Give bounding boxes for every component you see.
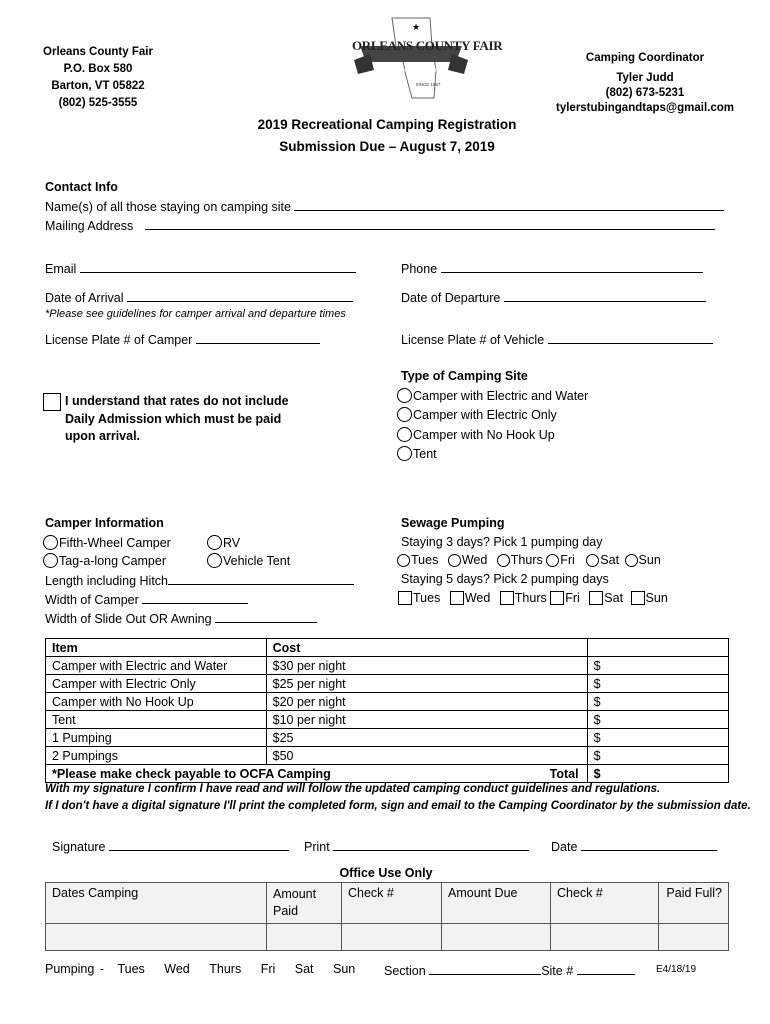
page-title: 2019 Recreational Camping Registration (257, 117, 517, 132)
check-payable-note: *Please make check payable to OCFA Camping (52, 766, 331, 781)
names-label: Name(s) of all those staying on camping site (45, 200, 291, 214)
date-row (551, 838, 717, 854)
date-label: Date (551, 840, 578, 854)
contact-heading: Contact Info (45, 180, 118, 194)
fair-logo (352, 16, 503, 100)
three-day-options (397, 553, 661, 567)
section-field[interactable] (429, 962, 541, 975)
office-check-2: Check # (551, 883, 659, 924)
length-label: Length including Hitch (45, 574, 168, 588)
site-field[interactable] (577, 962, 635, 975)
five-day-options (398, 591, 668, 605)
office-amount-due: Amount Due (442, 883, 551, 924)
page-subtitle: Submission Due – August 7, 2019 (279, 139, 495, 154)
radio-icon (625, 554, 638, 567)
checkbox-icon (500, 591, 514, 605)
header-cost: Cost (266, 639, 587, 657)
day-check-fri[interactable]: Fri (550, 591, 580, 605)
site-option-no-hookup[interactable]: Camper with No Hook Up (397, 427, 555, 442)
svg-text:SINCE 1867: SINCE 1867 (415, 82, 441, 87)
amount-cell[interactable]: $ (587, 675, 728, 693)
coordinator-block (555, 51, 735, 116)
day-option-sun[interactable]: Sun (625, 553, 661, 567)
amount-cell[interactable]: $ (587, 693, 728, 711)
svg-text:★: ★ (411, 23, 421, 33)
table-row: 2 Pumpings $50 $ (46, 747, 729, 765)
mailing-field[interactable] (145, 217, 715, 230)
plate-camper-label: License Plate # of Camper (45, 333, 193, 347)
radio-icon (397, 554, 410, 567)
names-field[interactable] (294, 198, 724, 211)
phone-field[interactable] (441, 260, 703, 273)
office-entry-cell[interactable] (46, 924, 267, 951)
length-field[interactable] (168, 572, 354, 585)
camper-option-tag-a-long[interactable]: Tag-a-long Camper (43, 553, 166, 568)
plate-vehicle-row (401, 331, 713, 347)
arrival-label: Date of Arrival (45, 291, 124, 305)
day-check-wed[interactable]: Wed (450, 591, 490, 605)
org-box: P.O. Box 580 (63, 63, 133, 75)
three-day-label: Staying 3 days? Pick 1 pumping day (401, 535, 603, 549)
checkbox-icon (589, 591, 603, 605)
checkbox-icon (398, 591, 412, 605)
plate-vehicle-field[interactable] (548, 331, 713, 344)
office-heading: Office Use Only (339, 866, 433, 880)
date-field[interactable] (581, 838, 717, 851)
signature-field[interactable] (109, 838, 289, 851)
email-label: Email (45, 262, 77, 276)
radio-icon (397, 407, 412, 422)
length-row (45, 572, 354, 588)
org-city: Barton, VT 05822 (51, 80, 145, 92)
rates-line-2: Daily Admission which must be paid (65, 411, 282, 426)
form-version: E4/18/19 (656, 964, 697, 975)
office-entry-cell[interactable] (442, 924, 551, 951)
office-entry-cell[interactable] (267, 924, 342, 951)
slide-label: Width of Slide Out OR Awning (45, 612, 212, 626)
footer-day: Sun (333, 962, 356, 976)
arrival-field[interactable] (127, 289, 353, 302)
rates-checkbox[interactable] (43, 393, 61, 411)
five-day-label: Staying 5 days? Pick 2 pumping days (401, 572, 609, 586)
logo-title: ORLEANS COUNTY FAIR (352, 38, 503, 53)
office-check-1: Check # (342, 883, 442, 924)
office-entry-row (46, 924, 729, 951)
radio-icon (546, 554, 559, 567)
checkbox-icon (450, 591, 464, 605)
day-option-sat[interactable]: Sat (586, 553, 619, 567)
org-phone: (802) 525-3555 (58, 97, 138, 109)
org-address (42, 44, 154, 112)
day-check-tues[interactable]: Tues (398, 591, 440, 605)
radio-icon (397, 388, 412, 403)
amount-cell[interactable]: $ (587, 747, 728, 765)
mailing-label: Mailing Address (45, 219, 134, 233)
site-type-heading: Type of Camping Site (401, 369, 528, 383)
amount-cell[interactable]: $ (587, 711, 728, 729)
footer-pumping (45, 962, 355, 976)
print-label: Print (304, 840, 330, 854)
sewage-heading: Sewage Pumping (401, 516, 505, 530)
footer-day: Fri (260, 962, 276, 976)
slide-row (45, 610, 317, 626)
day-option-thurs[interactable]: Thurs (497, 553, 543, 567)
radio-icon (448, 554, 461, 567)
table-row: 1 Pumping $25 $ (46, 729, 729, 747)
radio-icon (207, 535, 222, 550)
office-amount-paid: Amount Paid (267, 883, 342, 924)
radio-icon (207, 553, 222, 568)
plate-camper-row (45, 331, 320, 347)
table-row: Camper with No Hook Up $20 per night $ (46, 693, 729, 711)
width-field[interactable] (142, 591, 248, 604)
day-check-sun[interactable]: Sun (631, 591, 668, 605)
confirm-line-2: If I don't have a digital signature I'll print the completed form, sign and email to the Camping Coordinator by the submission date. (45, 800, 751, 812)
site-option-electric-only[interactable]: Camper with Electric Only (397, 407, 557, 422)
day-check-thurs[interactable]: Thurs (500, 591, 547, 605)
office-paid-full: Paid Full? (659, 883, 729, 924)
phone-label: Phone (401, 262, 438, 276)
footer-day: Wed (164, 962, 190, 976)
svg-text:BARTON, VERMONT: BARTON, VERMONT (381, 68, 441, 74)
radio-icon (497, 554, 510, 567)
footer-day: Tues (117, 962, 145, 976)
section-row (384, 962, 635, 978)
day-option-tues[interactable]: Tues (397, 553, 438, 567)
total-label: Total (549, 766, 579, 781)
coordinator-name: Tyler Judd (616, 72, 674, 84)
table-row: Tent $10 per night $ (46, 711, 729, 729)
vermont-shape-icon (352, 16, 503, 100)
departure-label: Date of Departure (401, 291, 501, 305)
site-option-tent[interactable]: Tent (397, 446, 437, 461)
email-row (45, 260, 356, 276)
camper-option-rv[interactable]: RV (207, 535, 240, 550)
amount-cell[interactable]: $ (587, 657, 728, 675)
org-name: Orleans County Fair (43, 46, 153, 58)
header-amount (587, 639, 728, 657)
print-row (304, 838, 529, 854)
phone-row (401, 260, 703, 276)
mailing-row (45, 217, 715, 233)
coordinator-email: tylerstubingandtaps@gmail.com (556, 102, 734, 114)
departure-field[interactable] (504, 289, 706, 302)
office-table (45, 882, 729, 951)
amount-cell[interactable]: $ (587, 729, 728, 747)
signature-row (52, 838, 289, 854)
office-entry-cell[interactable] (342, 924, 442, 951)
header-item: Item (46, 639, 267, 657)
guideline-note: *Please see guidelines for camper arrival and departure times (45, 308, 346, 320)
total-row-label (46, 765, 588, 783)
names-row (45, 198, 724, 214)
slide-field[interactable] (215, 610, 317, 623)
camper-info-heading: Camper Information (45, 516, 164, 530)
office-entry-cell[interactable] (551, 924, 659, 951)
day-option-wed[interactable]: Wed (448, 553, 487, 567)
radio-icon (397, 446, 412, 461)
office-header-row (46, 883, 729, 924)
coordinator-phone: (802) 673-5231 (605, 87, 685, 99)
print-field[interactable] (333, 838, 529, 851)
plate-camper-field[interactable] (196, 331, 320, 344)
arrival-row (45, 289, 353, 305)
radio-icon (43, 535, 58, 550)
camper-option-fifth-wheel[interactable]: Fifth-Wheel Camper (43, 535, 171, 550)
rates-notice (65, 393, 289, 446)
section-label: Section (384, 964, 426, 978)
footer-pumping-label: Pumping - (45, 962, 104, 976)
confirm-line-1: With my signature I confirm I have read and will follow the updated camping conduct guidelines and regulations. (45, 783, 661, 795)
site-label: Site # (541, 964, 574, 978)
plate-vehicle-label: License Plate # of Vehicle (401, 333, 545, 347)
site-option-electric-water[interactable]: Camper with Electric and Water (397, 388, 588, 403)
day-option-fri[interactable]: Fri (546, 553, 575, 567)
footer-day: Thurs (209, 962, 242, 976)
total-amount-cell[interactable]: $ (587, 765, 728, 783)
width-label: Width of Camper (45, 593, 139, 607)
coordinator-heading: Camping Coordinator (585, 52, 705, 64)
checkbox-icon (550, 591, 564, 605)
width-row (45, 591, 248, 607)
rates-line-3: upon arrival. (65, 429, 141, 443)
cost-table-header (46, 639, 729, 657)
signature-label: Signature (52, 840, 106, 854)
rates-line-1: I understand that rates do not include (65, 394, 289, 408)
radio-icon (397, 427, 412, 442)
day-check-sat[interactable]: Sat (589, 591, 623, 605)
checkbox-icon (631, 591, 645, 605)
cost-table (45, 638, 729, 783)
total-row (46, 765, 729, 783)
departure-row (401, 289, 706, 305)
table-row: Camper with Electric and Water $30 per night $ (46, 657, 729, 675)
camper-option-vehicle-tent[interactable]: Vehicle Tent (207, 553, 290, 568)
radio-icon (43, 553, 58, 568)
office-dates-camping: Dates Camping (46, 883, 267, 924)
email-field[interactable] (80, 260, 356, 273)
table-row: Camper with Electric Only $25 per night $ (46, 675, 729, 693)
radio-icon (586, 554, 599, 567)
office-entry-cell[interactable] (659, 924, 729, 951)
footer-day: Sat (294, 962, 314, 976)
